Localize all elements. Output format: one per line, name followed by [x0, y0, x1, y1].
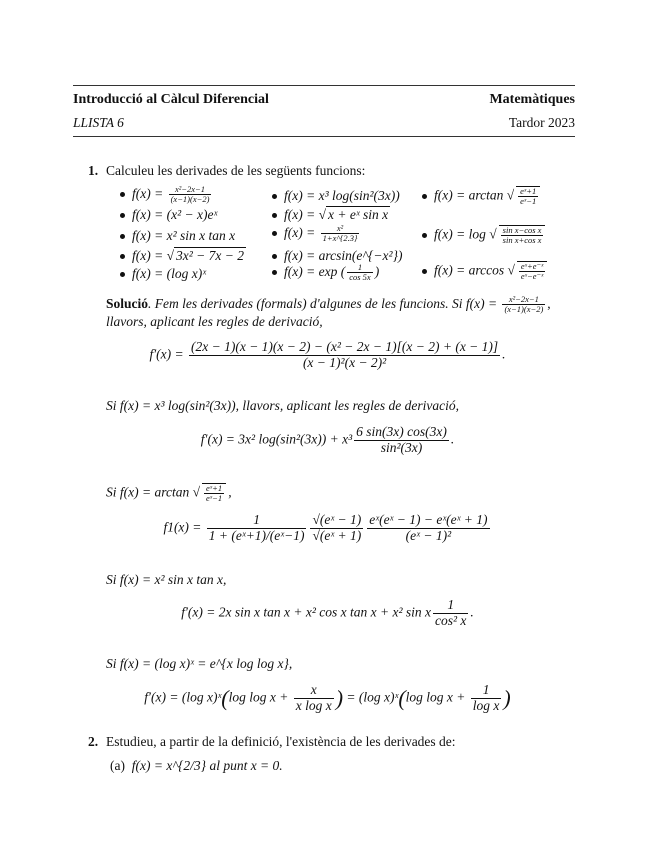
- case-2: Si f(x) = x³ log(sin²(3x)), llavors, aplicant les regles de derivació,: [106, 398, 459, 413]
- function-item: f(x) = log √ $\frac{\text{sin x−cos x}}{\text{sin x+cos x}}$: [422, 225, 547, 246]
- case-3: Si f(x) = arctan √ $\frac{\text{eˣ+1}}{\text{eˣ−1}}$ ,: [106, 483, 232, 504]
- exercise-number: 2.: [88, 734, 99, 749]
- exercise-prompt: Estudieu, a partir de la definició, l'existència de les derivades de:: [106, 734, 456, 749]
- course-title: Introducció al Càlcul Diferencial: [73, 92, 269, 107]
- function-item: f(x) = x³ log(sin²(3x)): [272, 188, 400, 204]
- function-item: f(x) = $\frac{\text{x²−2x−1}}{(x-1)(x-2)}$: [120, 185, 213, 205]
- function-item: f(x) = $\frac{\text{x²}}{1+x\^{}\{2.3\}}$: [272, 224, 361, 244]
- derivative-1: f′(x) = $\frac{\text{(2x − 1)(x − 1)(x − 2) − (x² − 2x − 1)[(x − 2) + (x − 1)]}}{\text{(x − 1)²(x − 2)²}}$ .: [149, 339, 506, 370]
- header-rule-top: [73, 85, 575, 86]
- function-item: f(x) = arctan √ $\frac{\text{eˣ+1}}{\text{eˣ−1}}$: [422, 186, 542, 207]
- case-5: Si f(x) = (log x)ˣ = e^{x log log x},: [106, 656, 293, 671]
- function-item: f(x) = exp ( $\frac{1}{\cos 5x}$ ): [272, 263, 379, 283]
- derivative-3: f1(x) = $\frac{1}{\text{1 + (eˣ+1)/(eˣ−1)}}$ $\frac{\text{√(eˣ − 1)}}{\text{√(eˣ + 1)}}$ $\frac{\text{eˣ(eˣ − 1) − eˣ(eˣ + 1)}}{\text{(eˣ − 1)²}}$: [163, 512, 488, 543]
- function-item: f(x) = √ 3x² − 7x − 2: [120, 248, 246, 264]
- function-item: f(x) = (log x)ˣ: [120, 266, 206, 282]
- solution-intro-2: llavors, aplicant les regles de derivació,: [106, 314, 323, 329]
- subitem-a: (a) f(x) = x^{2/3} al punt x = 0.: [110, 758, 283, 773]
- derivative-2: f′(x) = 3x² log(sin²(3x)) + x³ $\frac{6 \sin(3x) \cos(3x)}{\text{sin²(3x)}}$ .: [200, 424, 455, 455]
- function-item: f(x) = (x² − x)eˣ: [120, 207, 217, 223]
- list-number: LLISTA 6: [73, 115, 124, 130]
- term: Tardor 2023: [508, 115, 575, 130]
- derivative-4: f′(x) = 2x sin x tan x + x² cos x tan x + x² sin x $\frac{1}{\text{cos² x}}$ .: [181, 597, 474, 628]
- exercise-number: 1.: [88, 163, 99, 178]
- derivative-5: f′(x) = (log x)ˣ(log log x + $\frac{x}{\text{x log x}}$ ) = (log x)ˣ(log log x + $\frac{1}{\text{log x}}$ ): [144, 682, 511, 713]
- solution-intro: Solució. Fem les derivades (formals) d'algunes de les funcions. Si f(x) = $\frac{\text{x²−2x−1}}{(x-1)(x-2)}$ ,: [106, 294, 551, 315]
- subject: Matemàtiques: [489, 92, 575, 107]
- exercise-prompt: Calculeu les derivades de les següents funcions:: [106, 163, 366, 178]
- function-item: f(x) = arccos √ $\frac{\text{eˣ+e⁻ˣ}}{\text{eˣ−e⁻ˣ}}$: [422, 261, 549, 282]
- case-4: Si f(x) = x² sin x tan x,: [106, 572, 227, 587]
- function-item: f(x) = x² sin x tan x: [120, 228, 235, 244]
- function-item: f(x) = arcsin(e^{−x²}): [272, 248, 402, 264]
- function-item: f(x) = √ x + eˣ sin x: [272, 207, 390, 223]
- header-rule-bottom: [73, 136, 575, 137]
